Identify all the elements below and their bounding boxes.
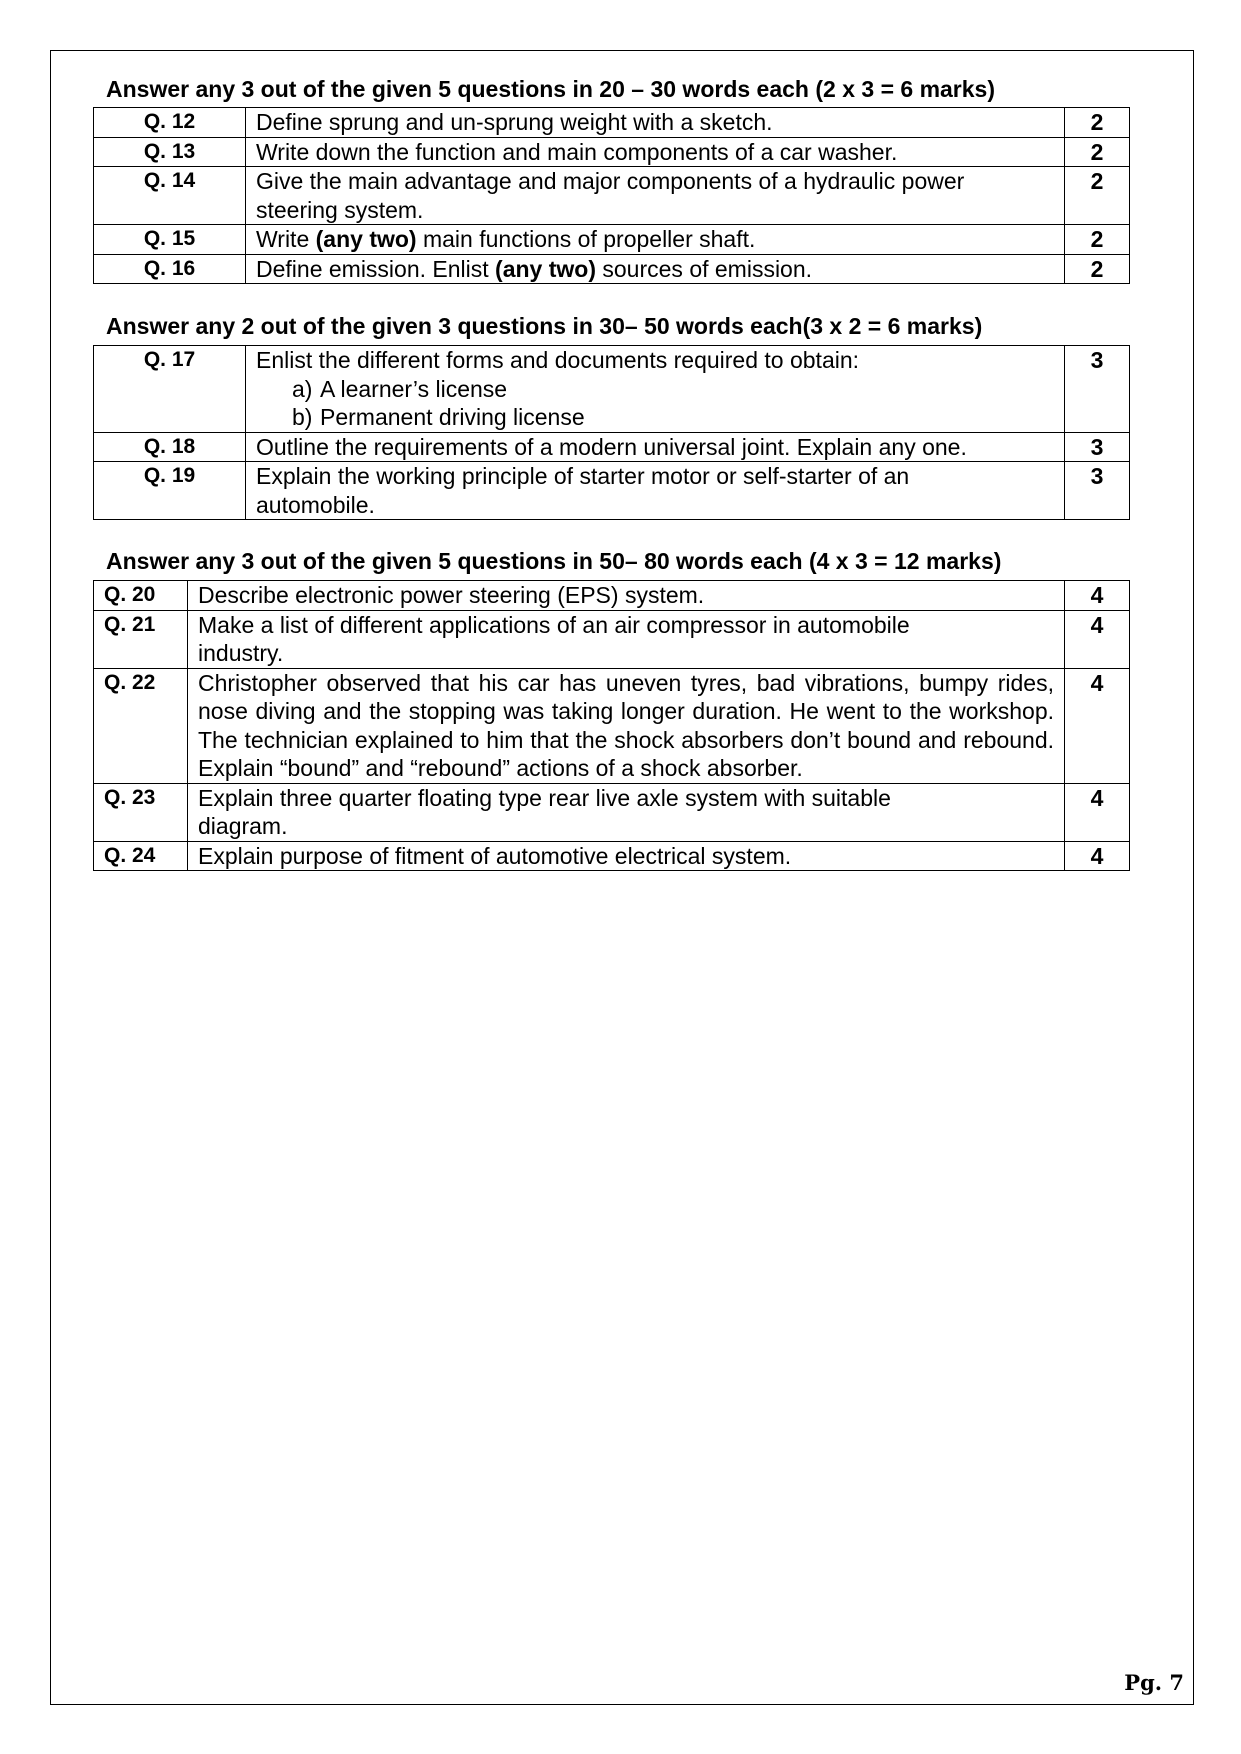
question-marks: 2 [1065, 137, 1130, 167]
question-text-line: Explain three quarter floating type rear live axle system with suitable [198, 784, 891, 811]
question-text: Define sprung and un-sprung weight with a sketch. [246, 108, 1065, 138]
list-item-text: A learner’s license [320, 375, 508, 402]
question-number: Q. 23 [94, 783, 188, 841]
question-text-line: diagram. [198, 813, 288, 839]
table-row [94, 225, 1130, 255]
question-text-line: steering system. [256, 196, 424, 223]
question-text: Christopher observed that his car has uneven tyres, bad vibrations, bumpy rides, nose diving and the stopping was taking longer duration. He went to the workshop. The technician explained to him that the shock absorbers don’t bound and rebound. Explain “bound” and “rebound” actions of a shock absorber. [188, 668, 1065, 783]
list-item-text: Permanent driving license [320, 404, 585, 430]
question-marks: 2 [1065, 108, 1130, 138]
question-marks: 3 [1065, 462, 1130, 520]
question-text-line: industry. [198, 640, 284, 666]
question-text-part: Define emission. Enlist [256, 255, 496, 282]
question-text-line: automobile. [256, 491, 375, 518]
question-marks: 4 [1065, 581, 1130, 611]
question-number: Q. 22 [94, 668, 188, 783]
sub-item-list [256, 375, 1054, 432]
question-text-part: Write [256, 226, 316, 252]
question-text-line: Make a list of different applications of an air compressor in automobile [198, 611, 910, 638]
page-number: Pg. 7 [1124, 1670, 1184, 1695]
question-marks: 3 [1065, 432, 1130, 462]
table-row [94, 167, 1130, 225]
question-marks: 4 [1065, 841, 1130, 871]
section-3-table [93, 580, 1130, 871]
question-text-emphasis: (any two) [315, 226, 417, 252]
question-marks: 4 [1065, 783, 1130, 841]
question-number: Q. 21 [94, 610, 188, 668]
question-text [188, 610, 1065, 668]
question-number: Q. 20 [94, 581, 188, 611]
section-3-heading: Answer any 3 out of the given 5 questions in 50– 80 words each (4 x 3 = 12 marks) [106, 548, 1002, 574]
question-text [246, 346, 1065, 433]
question-marks: 2 [1065, 225, 1130, 255]
question-marks: 2 [1065, 254, 1130, 284]
question-text [246, 254, 1065, 284]
table-row [94, 668, 1130, 783]
list-item [292, 375, 1054, 404]
section-2-table [93, 345, 1130, 520]
question-text [246, 225, 1065, 255]
question-text-line: Give the main advantage and major components of a hydraulic power [256, 168, 965, 194]
question-text-line: Enlist the different forms and documents required to obtain: [256, 347, 860, 373]
question-number: Q. 19 [94, 462, 246, 520]
list-item-label: a) [292, 375, 313, 402]
question-marks: 2 [1065, 167, 1130, 225]
table-row [94, 841, 1130, 871]
section-1-table [93, 107, 1130, 284]
question-text-line: Explain the working principle of starter motor or self-starter of an [256, 463, 910, 489]
question-text: Describe electronic power steering (EPS) system. [188, 581, 1065, 611]
table-row [94, 432, 1130, 462]
question-number: Q. 18 [94, 432, 246, 462]
table-row [94, 108, 1130, 138]
page-border [50, 50, 1194, 1705]
section-2-heading: Answer any 2 out of the given 3 questions in 30– 50 words each(3 x 2 = 6 marks) [106, 313, 983, 339]
question-marks: 4 [1065, 610, 1130, 668]
question-text [246, 167, 1065, 225]
list-item-label: b) [292, 404, 313, 430]
question-text [246, 462, 1065, 520]
question-text-part: sources of emission. [596, 255, 813, 282]
table-row [94, 610, 1130, 668]
table-row [94, 783, 1130, 841]
question-number: Q. 24 [94, 841, 188, 871]
question-number: Q. 15 [94, 225, 246, 255]
section-1-heading: Answer any 3 out of the given 5 questions in 20 – 30 words each (2 x 3 = 6 marks) [106, 76, 996, 102]
question-number: Q. 16 [94, 254, 246, 284]
question-marks: 4 [1065, 668, 1130, 783]
question-number: Q. 13 [94, 137, 246, 167]
table-row [94, 346, 1130, 433]
question-text-emphasis: (any two) [495, 255, 596, 282]
table-row [94, 254, 1130, 284]
question-text [188, 783, 1065, 841]
question-text: Explain purpose of fitment of automotive electrical system. [188, 841, 1065, 871]
table-row [94, 462, 1130, 520]
table-row [94, 137, 1130, 167]
question-text: Write down the function and main components of a car washer. [246, 137, 1065, 167]
question-text: Outline the requirements of a modern universal joint. Explain any one. [246, 432, 1065, 462]
question-number: Q. 17 [94, 346, 246, 433]
question-number: Q. 14 [94, 167, 246, 225]
question-marks: 3 [1065, 346, 1130, 433]
table-row [94, 581, 1130, 611]
question-text-part: main functions of propeller shaft. [416, 226, 756, 252]
question-number: Q. 12 [94, 108, 246, 138]
list-item [292, 403, 1054, 432]
